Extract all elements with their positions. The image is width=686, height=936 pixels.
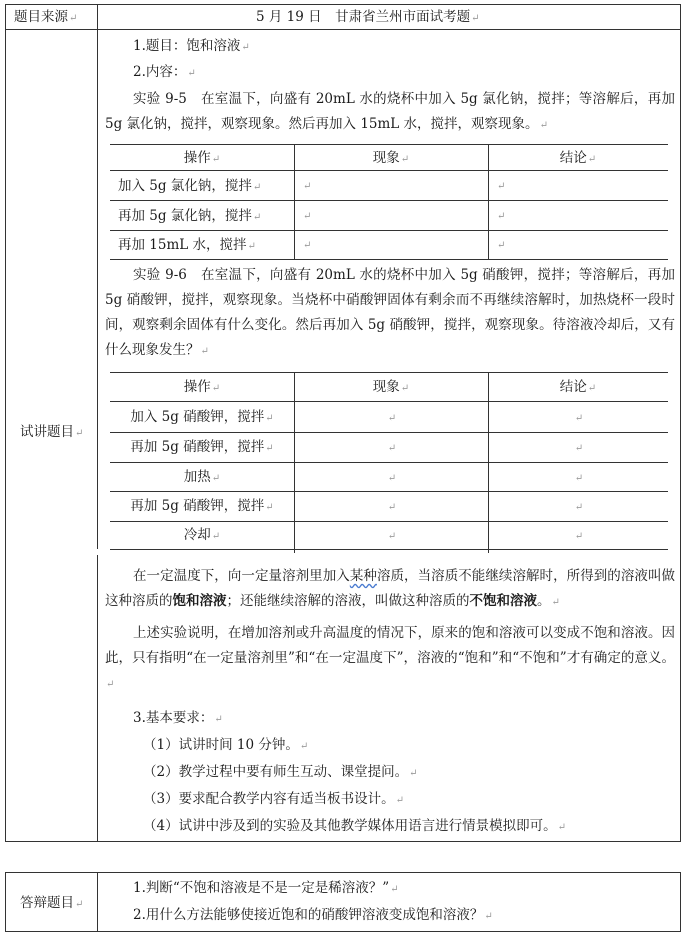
trial-label: 试讲题目↵ — [20, 424, 84, 440]
defense-top-border — [5, 872, 681, 873]
table-right-border — [680, 4, 681, 842]
t2-header-conclusion: 结论↵ — [559, 379, 597, 395]
main-table-bottom-border — [5, 841, 681, 842]
t1-line-top — [110, 144, 668, 145]
t2-row-1-operation: 加入 5g 硝酸钾，搅拌↵ — [130, 409, 274, 425]
t2-line-3 — [110, 462, 668, 463]
t1-cell-mark: ↵ — [497, 211, 506, 222]
content-label: 2.内容：↵ — [133, 64, 196, 80]
unsaturated-solution-term: 不饱和溶液 — [469, 593, 537, 609]
t2-cell-mark: ↵ — [387, 473, 397, 484]
t2-line-bottom — [110, 549, 668, 550]
t2-row-2-operation: 再加 5g 硝酸钾，搅拌↵ — [130, 439, 274, 455]
t1-cell-mark: ↵ — [303, 240, 312, 251]
t2-header-phenomenon: 现象↵ — [372, 379, 410, 395]
t1-header-phenomenon: 现象↵ — [372, 150, 410, 166]
t1-header-conclusion: 结论↵ — [559, 150, 597, 166]
requirements-title: 3.基本要求：↵ — [133, 710, 223, 726]
header-bottom-border — [5, 29, 681, 30]
t2-col-2 — [488, 372, 489, 553]
t2-row-3-operation: 加热↵ — [183, 469, 221, 485]
t2-cell-mark: ↵ — [574, 473, 584, 484]
t2-cell-mark: ↵ — [574, 443, 584, 454]
experiment-9-6-text: 实验 9-6 在室温下，向盛有 20mL 水的烧杯中加入 5g 硝酸钾，搅拌；等溶解后，再加 5g 硝酸钾，搅拌，观察现象。当烧杯中硝酸钾固体有剩余而不再继续溶解时，加热烧杯一段时间，观察剩余固体有什么变化。然后再加入 5g 硝酸钾，搅拌，观察现象。待溶液冷却后，又有什么现象发生？↵ — [105, 267, 675, 358]
t1-line-1 — [110, 170, 668, 171]
source-value: 5 月 19 日 甘肃省兰州市面试考题↵ — [256, 9, 480, 25]
t1-row-3-operation: 再加 15mL 水，搅拌↵ — [118, 237, 256, 253]
t2-line-5 — [110, 521, 668, 522]
t2-cell-mark: ↵ — [387, 443, 397, 454]
defense-bottom-border — [5, 931, 681, 932]
t2-cell-mark: ↵ — [387, 531, 397, 542]
t1-row-2-operation: 再加 5g 氯化钠，搅拌↵ — [118, 208, 262, 224]
t1-cell-mark: ↵ — [497, 240, 506, 251]
defense-right-border — [680, 872, 681, 932]
t2-row-5-operation: 冷却↵ — [183, 527, 221, 543]
t2-line-top — [110, 372, 668, 373]
table-left-border — [5, 4, 6, 842]
experiment-9-5-text: 实验 9-5 在室温下，向盛有 20mL 水的烧杯中加入 5g 氯化钠，搅拌；等溶解后，再加 5g 氯化钠，搅拌，观察现象。然后再加入 15mL 水，搅拌，观察现象。↵ — [105, 91, 675, 132]
t1-row-1-operation: 加入 5g 氯化钠，搅拌↵ — [118, 178, 262, 194]
t1-cell-mark: ↵ — [303, 181, 312, 192]
label-column-divider — [97, 4, 98, 549]
topic-title: 1.题目：饱和溶液↵ — [133, 38, 250, 54]
t1-cell-mark: ↵ — [303, 211, 312, 222]
requirement-1: （1）试讲时间 10 分钟。↵ — [143, 737, 309, 753]
t2-cell-mark: ↵ — [387, 502, 397, 513]
t2-line-1 — [110, 401, 668, 402]
source-label: 题目来源↵ — [14, 9, 78, 25]
t2-row-4-operation: 再加 5g 硝酸钾，搅拌↵ — [130, 498, 274, 514]
t2-cell-mark: ↵ — [574, 531, 584, 542]
summary-paragraph: 上述实验说明，在增加溶剂或升高温度的情况下，原来的饱和溶液可以变成不饱和溶液。因此，只有指明“在一定量溶剂里”和“在一定温度下”，溶液的“饱和”和“不饱和”才有确定的意义。↵ — [105, 625, 675, 690]
defense-question-2: 2.用什么方法能够使接近饱和的硝酸钾溶液变成饱和溶液？↵ — [133, 907, 493, 923]
defense-left-border — [5, 872, 6, 932]
saturated-solution-term: 饱和溶液 — [172, 593, 227, 609]
requirement-4: （4）试讲中涉及到的实验及其他教学媒体用语言进行情景模拟即可。↵ — [143, 818, 566, 834]
t2-line-4 — [110, 491, 668, 492]
t1-cell-mark: ↵ — [497, 181, 506, 192]
t2-cell-mark: ↵ — [574, 502, 584, 513]
requirement-2: （2）教学过程中要有师生互动、课堂提问。↵ — [143, 764, 418, 780]
t2-line-2 — [110, 432, 668, 433]
t2-col-1 — [294, 372, 295, 553]
label-column-divider-lower — [97, 555, 98, 842]
t2-cell-mark: ↵ — [387, 413, 397, 424]
t2-cell-mark: ↵ — [574, 413, 584, 424]
defense-label: 答辩题目↵ — [20, 895, 84, 911]
t1-header-operation: 操作↵ — [183, 150, 221, 166]
t1-line-bottom — [110, 259, 668, 260]
defense-question-1: 1.判断“不饱和溶液是不是一定是稀溶液？”↵ — [133, 880, 399, 896]
t1-line-3 — [110, 230, 668, 231]
defense-label-divider — [97, 872, 98, 932]
t2-header-operation: 操作↵ — [183, 379, 221, 395]
t1-line-2 — [110, 200, 668, 201]
requirement-3: （3）要求配合教学内容有适当板书设计。↵ — [143, 791, 404, 807]
table-top-border — [5, 4, 681, 5]
definition-paragraph: 在一定温度下，向一定量溶剂里加入某种溶质，当溶质不能继续溶解时，所得到的溶液叫做这种溶质的饱和溶液；还能继续溶解的溶液，叫做这种溶质的不饱和溶液。↵ — [105, 568, 676, 609]
